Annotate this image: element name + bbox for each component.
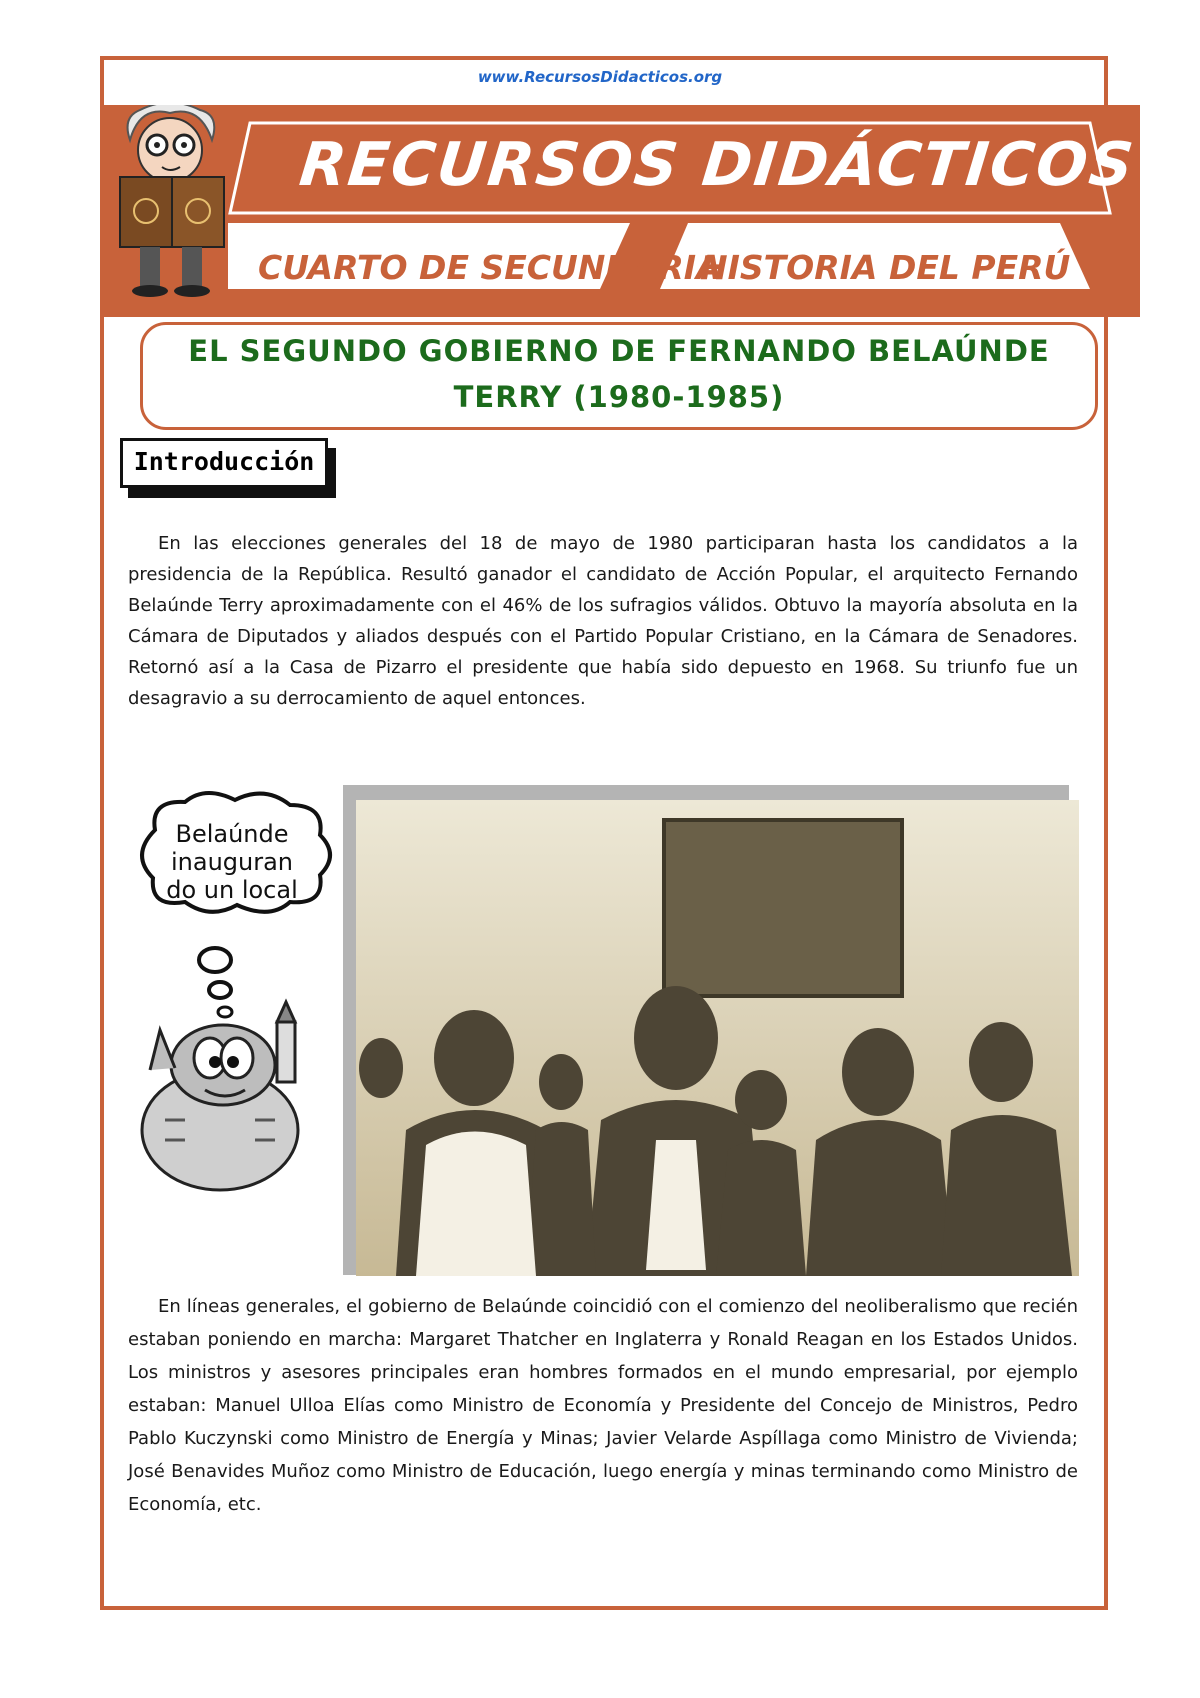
grade-label: CUARTO DE SECUNDARIA [258,248,722,287]
thought-bubble-text [147,820,317,904]
section-heading: Introducción [120,438,328,488]
banner-title: RECURSOS DIDÁCTICOS [296,130,1139,200]
thought-bubble-line2: inauguran [170,848,294,876]
page-title-line1: EL SEGUNDO GOBIERNO DE FERNANDO BELAÚNDE [188,334,1050,368]
subject-label: HISTORIA DEL PERÚ [700,248,1071,287]
cat-thinking-icon [142,1025,298,1190]
body-paragraph: En líneas generales, el gobierno de Belaúnde coincidió con el comienzo del neoliberalismo que recién estaban poniendo en marcha: Margaret Thatcher en Inglaterra y Ronald Reagan en los Estados Unidos. Los ministros y asesores principales eran hombres formados en el mundo empresarial, por ejemplo estaban: Manuel Ulloa Elías como Ministro de Economía y Presidente del Concejo de Ministros, Pedro Pablo Kuczynski como Ministro de Energía y Minas; Javier Velarde Aspíllaga como Ministro de Vivienda; José Benavides Muñoz como Ministro de Educación, luego energía y minas terminando como Ministro de Economía, etc. [128,1296,1078,1515]
site-url-link[interactable]: www.RecursosDidacticos.org [477,68,723,86]
page-title [140,328,1098,420]
thought-bubble-dot [199,948,231,972]
intro-paragraph: En las elecciones generales del 18 de mayo de 1980 participaran hasta los candidatos a la presidencia de la República. Resultó ganador el candidato de Acción Popular, el arquitecto Fernando Belaúnde Terry aproximadamente con el 46% de los sufragios válidos. Obtuvo la mayoría absoluta en la Cámara de Diputados y aliados después con el Partido Popular Cristiano, en la Cámara de Senadores. Retornó así a la Casa de Pizarro el presidente que había sido depuesto en 1968. Su triunfo fue un desagravio a su derrocamiento de aquel entonces. [128,533,1078,709]
thought-bubble-dot [218,1007,232,1017]
pencil-icon [277,1002,295,1082]
page-title-line2: TERRY (1980-1985) [453,380,785,414]
thought-bubble-dot [209,982,231,998]
commemorative-plaque [664,820,902,996]
thought-bubble-line3: do un local [166,876,298,904]
historical-photo [356,800,1079,1276]
thought-bubble-line1: Belaúnde [175,820,289,848]
